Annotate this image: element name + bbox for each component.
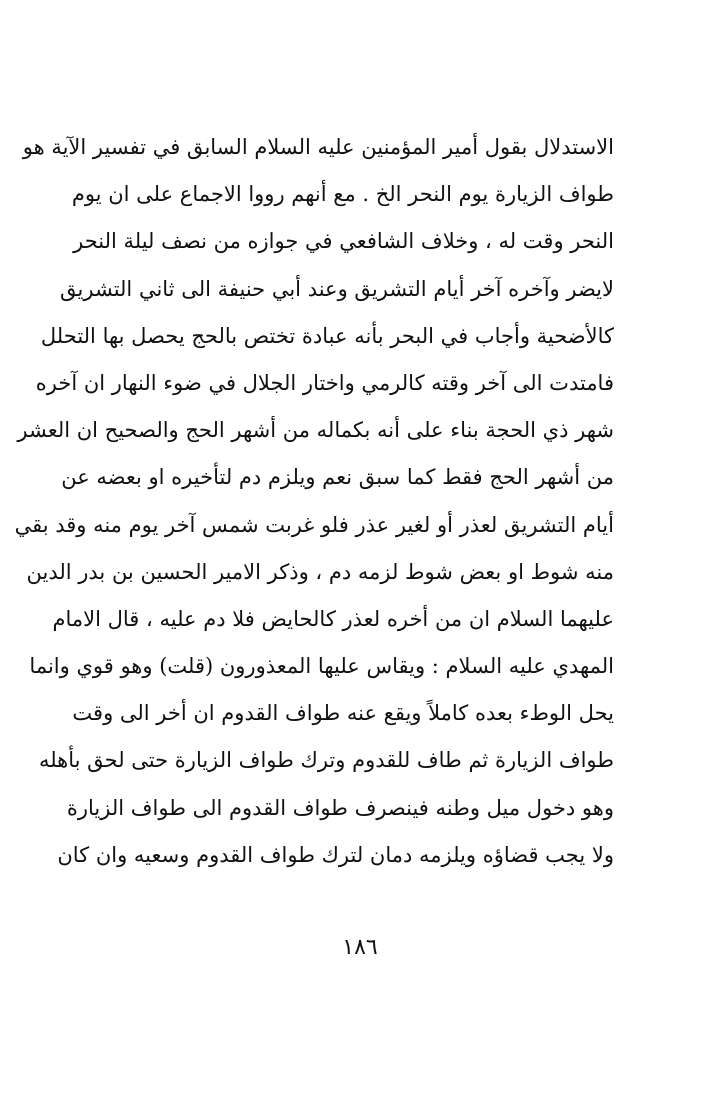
- text-line-6: فامتدت الى آخر وقته كالرمي واختار الجلال في ضوء النهار ان آخره: [35, 370, 614, 395]
- text-line-7: شهر ذي الحجة بناء على أنه بكماله من أشهر الحج والصحيح ان العشر: [17, 418, 614, 443]
- text-line-15: وهو دخول ميل وطنه فينصرف طواف القدوم الى طواف الزيارة: [66, 795, 614, 820]
- text-line-1: الاستدلال بقول أمير المؤمنين عليه السلام السابق في تفسير الآية هو: [22, 135, 614, 159]
- text-line-2: طواف الزيارة يوم النحر الخ . مع أنهم رووا الاجماع على ان يوم: [71, 182, 614, 207]
- text-line-3: النحر وقت له ، وخلاف الشافعي في جوازه من نصف ليلة النحر: [73, 229, 614, 254]
- text-line-16: ولا يجب قضاؤه ويلزمه دمان لترك طواف القدوم وسعيه وان كان: [57, 842, 614, 867]
- text-line-5: كالأضحية وأجاب في البحر بأنه عبادة تختص بالحج يحصل بها التحلل: [40, 323, 614, 348]
- text-line-8: من أشهر الحج فقط كما سبق نعم ويلزم دم لتأخيره او بعضه عن: [61, 465, 614, 490]
- page-number: ١٨٦: [342, 935, 378, 960]
- body-text: [14, 124, 614, 879]
- text-line-11: عليهما السلام ان من أخره لعذر كالحايض فلا دم عليه ، قال الامام: [52, 606, 614, 631]
- text-line-13: يحل الوطء بعده كاملاً ويقع عنه طواف القدوم ان أخر الى وقت: [72, 701, 614, 726]
- text-line-4: لايضر وآخره آخر أيام التشريق وعند أبي حنيفة الى ثاني التشريق: [60, 276, 614, 301]
- text-line-9: أيام التشريق لعذر أو لغير عذر فلو غربت شمس آخر يوم منه وقد بقي: [14, 512, 614, 537]
- text-line-14: طواف الزيارة ثم طاف للقدوم وترك طواف الزيارة حتى لحق بأهله: [38, 748, 614, 773]
- text-line-12: المهدي عليه السلام : ويقاس عليها المعذورون (قلت) وهو قوي وانما: [29, 654, 614, 679]
- text-line-10: منه شوط او بعض شوط لزمه دم ، وذكر الامير الحسين بن بدر الدين: [26, 559, 614, 584]
